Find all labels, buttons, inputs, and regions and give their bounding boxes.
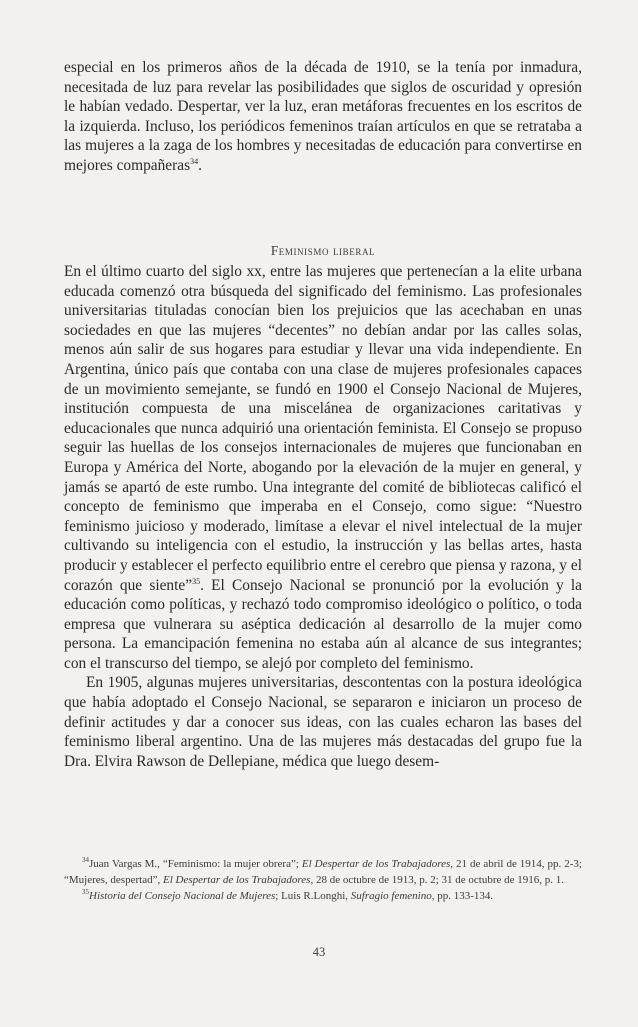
section-heading: Feminismo liberal [270,243,376,258]
footnote-ref-34: 34 [190,156,199,166]
footnote-34 [64,856,582,888]
footnote-number: 35 [82,888,89,897]
footnote-text: , 21 de abril de 1914, pp. 2-3; “Mujeres, despertad”, [64,858,582,887]
paragraph-2: En 1905, algunas mujeres universitarias, descontentas con la postura ideológica que había adoptado el Consejo Nacional, se separaron e iniciaron un proceso de definir actitudes y dar a conocer sus ideas, con las cuales echaron las bases del feminismo liberal argentino. Una de las mujeres más destacadas del grupo fue la Dra. Elvira Rawson de Dellepiane, médica que luego desem- [64,674,582,770]
footnote-text: ; Luis R.Longhi, [275,890,351,903]
paragraph-1-text-b: . El Consejo Nacional se pronunció por la evolución y la educación como políticas, y rechazó todo compromiso ideológico o político, o toda empresa que vulnerara su aséptica dedicación al desarrollo de la mujer como persona. La emancipación femenina no estaba aún al alcance de sus integrantes; con el transcurso del tiempo, se alejó por completo del feminismo. [64,576,582,672]
footnote-title: El Despertar de los Trabajadores [301,858,451,870]
intro-end: . [198,156,202,174]
intro-paragraph [64,58,582,176]
paragraph-text [64,58,582,176]
footnote-ref-35: 35 [192,576,201,586]
footnote-title: Historia del Consejo Nacional de Mujeres [89,890,276,903]
body-text [64,262,582,771]
footnote-title: El Despertar de los Trabajadores [162,874,311,887]
footnote-35 [64,888,582,904]
footnote-text: , pp. 133-134. [431,890,494,903]
page-number: 43 [312,945,326,959]
intro-text: especial en los primeros años de la década de 1910, se la tenía por inmadura, necesitada de luz para revelar las posibilidades que siglos de oscuridad y opresión le habían vedado. Despertar, ver la luz, eran metáforas frecuentes en los escritos de la izquierda. Incluso, los periódicos femeninos traían artículos en que se retrataba a las mujeres a la zaga de los hombres y necesitadas de educación para convertirse en mejores compañeras [64,59,582,174]
footnotes [64,856,582,905]
footnote-text: , 28 de octubre de 1913, p. 2; 31 de octubre de 1916, p. 1. [310,874,565,887]
footnote-title: Sufragio femenino [350,890,432,903]
paragraph-1-text-a: En el último cuarto del siglo xx, entre las mujeres que pertenecían a la elite urbana educada comenzó otra búsqueda del significado del feminismo. Las profesionales universitarias tituladas conocían bien los prejuicios que las acechaban en unas sociedades en que las mujeres “decentes” no debían andar por las calles solas, menos aún salir de sus hogares para estudiar y llevar una vida independiente. En Argentina, único país que contaba con una clase de mujeres profesionales capaces de un movimiento semejante, se fundó en 1900 el Consejo Nacional de Mujeres, institución compuesta de una miscelánea de organizaciones caritativas y educacionales que nunca adquirió una orientación feminista. El Consejo se propuso seguir las huellas de los consejos internacionales de mujeres que funcionaban en Europa y América del Norte, abogando por la elevación de la mujer en general, y jamás se apartó de este rumbo. Una integrante del comité de bibliotecas calificó el concepto de feminismo que imperaba en el Consejo, como sigue: “Nuestro feminismo juicioso y moderado, limítase a elevar el nivel intelectual de la mujer cultivando su inteligencia con el estudio, la instrucción y las bellas artes, hasta producir y establecer el perfecto equilibrio entre el cerebro que piensa y razona, y el corazón que siente” [64,263,582,594]
footnote-text: Juan Vargas M., “Feminismo: la mujer obrera”; [89,858,302,870]
paragraph-1 [64,262,582,673]
footnote-number: 34 [82,856,89,864]
